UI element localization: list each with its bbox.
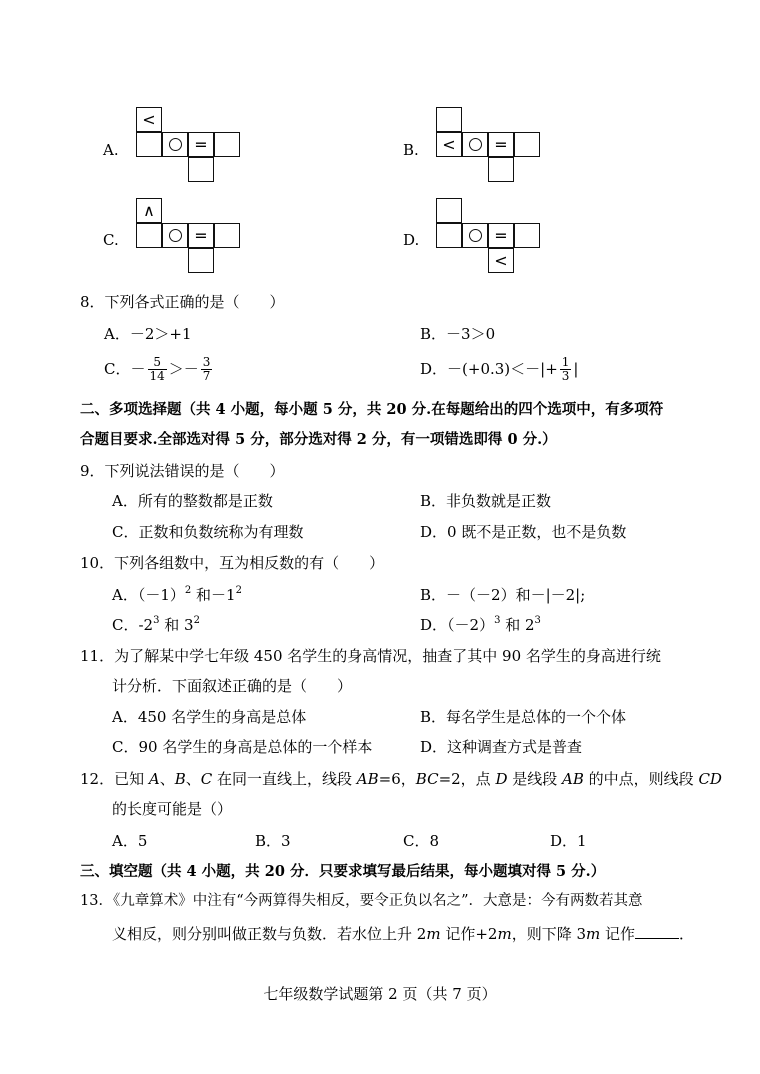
q11-stem-line2: 计分析．下面叙述正确的是（ ） [112, 677, 353, 695]
point-b: B [174, 770, 186, 788]
net-cell [488, 132, 514, 157]
segment-ab: AB [562, 770, 584, 788]
q11-option-b: B．每名学生是总体的一个个体 [420, 708, 627, 726]
segment-ab: AB [356, 770, 379, 788]
point-a: A [148, 770, 160, 788]
text: C．-2 [112, 616, 154, 634]
q8-option-c [104, 352, 214, 386]
net-cell [436, 223, 462, 248]
denominator: 3 [561, 368, 570, 383]
net-cell [188, 157, 214, 182]
abs-bar: | [573, 360, 579, 378]
q10-option-d [420, 615, 541, 635]
exponent: 2 [235, 585, 242, 596]
net-cell [462, 132, 488, 157]
q11-stem-line1: 11．为了解某中学七年级 450 名学生的身高情况，抽查了其中 90 名学生的身高进行统 [80, 647, 661, 665]
net-cell [136, 223, 162, 248]
numerator: 3 [202, 354, 211, 369]
circle-symbol [169, 138, 182, 151]
option-label: C． [104, 360, 131, 378]
fraction [560, 356, 572, 383]
text: 的中点，则线段 [583, 770, 699, 788]
net-cell [514, 132, 540, 157]
minus-sign: － [130, 360, 146, 378]
q11-option-d: D．这种调查方式是普查 [420, 738, 583, 756]
fraction [148, 356, 167, 383]
net-cell [162, 132, 188, 157]
numerator: 5 [153, 354, 161, 369]
section-2-heading-line2: 合题目要求.全部选对得 5 分，部分选对得 2 分，有一项错选即得 0 分.） [80, 431, 557, 448]
option-text: D．－(+0.3)＜－|+ [420, 360, 558, 378]
q12-option-a: A．5 [112, 832, 148, 850]
q10-option-a [112, 585, 242, 605]
less-than-symbol: < [142, 109, 156, 129]
option-b-label: B. [403, 141, 419, 159]
segment-bc: BC [415, 770, 439, 788]
less-than-symbol: < [494, 250, 508, 270]
circle-symbol [469, 229, 482, 242]
net-cell [188, 132, 214, 157]
q13-stem-line2 [112, 924, 694, 944]
q10-option-b: B．－（－2）和－|－2|; [420, 586, 586, 604]
text: A．（－1） [112, 586, 185, 604]
text: 记作 [600, 925, 636, 943]
text: 12．已知 [80, 770, 149, 788]
exponent: 2 [184, 585, 192, 596]
unit-m: m [426, 925, 441, 943]
text: 义相反，则分别叫做正数与负数．若水位上升 2 [112, 925, 427, 943]
numerator: 1 [561, 354, 570, 369]
text: 和 3 [159, 616, 194, 634]
q10-stem: 10．下列各组数中，互为相反数的有（ ） [80, 554, 385, 572]
text: =2，点 [438, 770, 496, 788]
net-cell [436, 132, 462, 157]
q9-option-b: B．非负数就是正数 [420, 492, 552, 510]
net-cell [514, 223, 540, 248]
equal-symbol: = [194, 134, 208, 154]
denominator: 7 [202, 368, 211, 383]
net-cell [488, 157, 514, 182]
net-cell [436, 107, 462, 132]
circle-symbol [169, 229, 182, 242]
net-cell [488, 248, 514, 273]
section-2-heading-line1: 二、多项选择题（共 4 小题，每小题 5 分，共 20 分.在每题给出的四个选项中，有多项符 [80, 401, 664, 418]
point-d: D [495, 770, 508, 788]
unit-m: m [586, 925, 601, 943]
q13-stem-line1: 13．《九章算术》中注有“今两算得失相反，要令正负以名之”．大意是：今有两数若其意 [80, 893, 643, 909]
denominator: 14 [149, 368, 165, 383]
caret-symbol: ∧ [143, 200, 155, 220]
q8-option-d [420, 352, 578, 386]
point-c: C [200, 770, 213, 788]
circle-symbol [469, 138, 482, 151]
text: 是线段 [507, 770, 563, 788]
net-cell [162, 223, 188, 248]
equal-symbol: = [494, 134, 508, 154]
exponent: 3 [534, 615, 541, 626]
text: 和 2 [500, 616, 535, 634]
net-cell [462, 223, 488, 248]
page-footer: 七年级数学试题第 2 页（共 7 页） [263, 985, 497, 1003]
net-cell [214, 132, 240, 157]
answer-blank[interactable] [635, 924, 679, 939]
text: =6， [378, 770, 416, 788]
section-3-heading: 三、填空题（共 4 小题，共 20 分．只要求填写最后结果，每小题填对得 5 分.） [80, 863, 606, 880]
net-cell [188, 223, 214, 248]
less-than-symbol: < [442, 134, 456, 154]
q12-stem-line1 [80, 769, 722, 789]
comparison: ＞－ [168, 360, 199, 378]
net-cell [188, 248, 214, 273]
fraction [201, 356, 213, 383]
net-cell [436, 198, 462, 223]
exponent: 3 [494, 615, 501, 626]
equal-symbol: = [494, 225, 508, 245]
q8-option-b: B．－3＞0 [420, 325, 496, 343]
net-cell [136, 198, 162, 223]
exponent: 2 [193, 615, 200, 626]
text: 记作+2 [440, 925, 498, 943]
q8-option-a: A．－2＞+1 [104, 325, 192, 343]
q10-option-c [112, 615, 200, 635]
q9-option-a: A．所有的整数都是正数 [112, 492, 273, 510]
equal-symbol: = [194, 225, 208, 245]
option-d-label: D. [403, 231, 420, 249]
q8-stem: 8．下列各式正确的是（ ） [80, 293, 285, 311]
text: 、 [159, 770, 175, 788]
q11-option-a: A．450 名学生的身高是总体 [112, 708, 307, 726]
q12-option-b: B．3 [255, 832, 291, 850]
q9-option-d: D．0 既不是正数，也不是负数 [420, 523, 627, 541]
text: D．（－2） [420, 616, 495, 634]
option-c-label: C. [103, 231, 119, 249]
q12-option-c: C．8 [403, 832, 440, 850]
q11-option-c: C．90 名学生的身高是总体的一个样本 [112, 738, 373, 756]
text: ，则下降 3 [511, 925, 586, 943]
text: 和－1 [191, 586, 236, 604]
q9-option-c: C．正数和负数统称为有理数 [112, 523, 304, 541]
q12-option-d: D．1 [550, 832, 587, 850]
net-cell [136, 132, 162, 157]
q12-stem-line2: 的长度可能是（） [112, 800, 233, 818]
net-cell [214, 223, 240, 248]
net-cell [488, 223, 514, 248]
option-a-label: A. [103, 141, 119, 159]
text: ． [679, 925, 695, 943]
q9-stem: 9．下列说法错误的是（ ） [80, 462, 285, 480]
net-cell [136, 107, 162, 132]
exponent: 3 [153, 615, 160, 626]
segment-cd: CD [698, 770, 722, 788]
text: 在同一直线上，线段 [212, 770, 357, 788]
unit-m: m [497, 925, 512, 943]
text: 、 [185, 770, 201, 788]
